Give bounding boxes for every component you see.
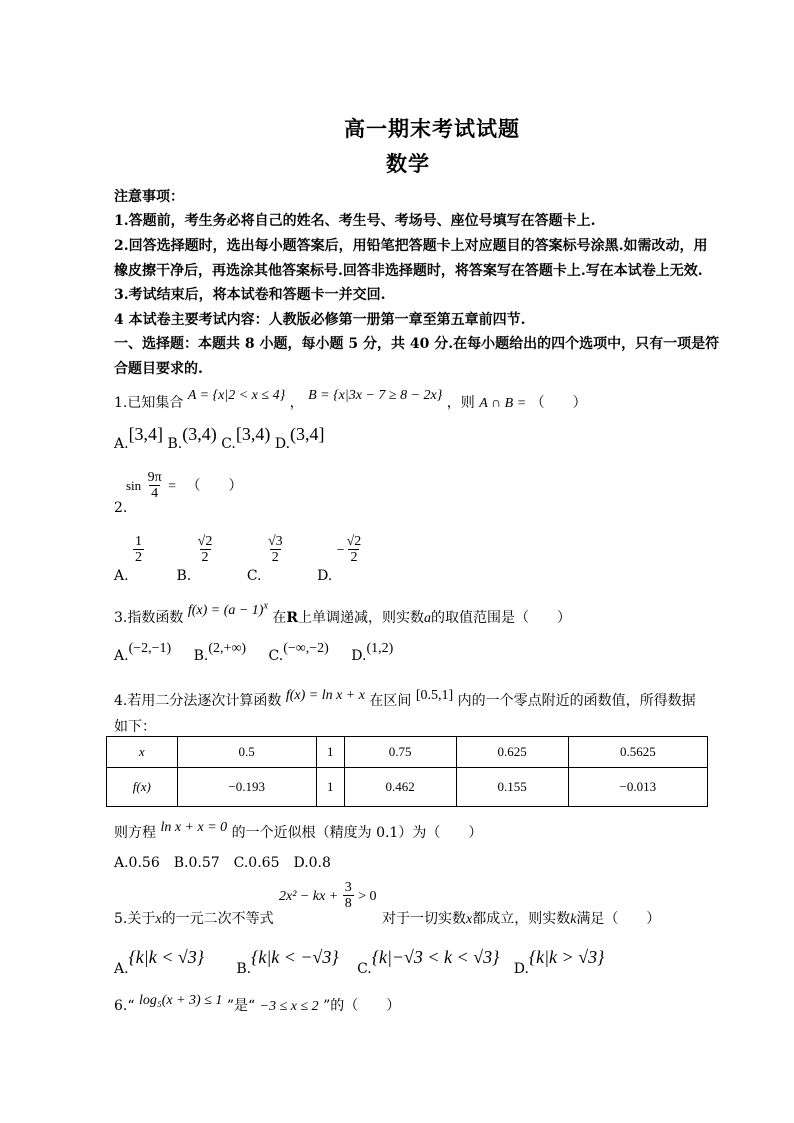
option-a-value: [3,4] xyxy=(128,424,164,444)
option-a-value: {k|k < √3} xyxy=(128,947,204,967)
value-table xyxy=(106,736,708,807)
notice-item: 3.考试结束后，将本试卷和答题卡一并交回. xyxy=(114,287,386,303)
q3-options: A.(−2,−1) B.(2,+∞) C.(−∞,−2) D.(1,2) xyxy=(114,641,394,664)
q3-function: $f(x) = (a - 1)^x$ xyxy=(187,600,268,618)
q2-options: A. $\frac{1}{2}$ B. $\frac{√2}{2}$ C. $\frac{√3}{2}$ D. − $\frac{√2}{2}$ xyxy=(114,534,362,584)
q5-inequality: 2x² − kx + $\frac{3}{8}$ > 0 xyxy=(279,880,377,912)
notice-item: 4 本试卷主要考试内容：人教版必修第一册第一章至第五章前四节. xyxy=(114,312,526,328)
question-6: 6.“ log₅(x + 3) ≤ 1 ”是“ −3 ≤ x ≤ 2 ”的（ ） xyxy=(114,993,401,1014)
option-b-value: (2,+∞) xyxy=(208,641,247,656)
q4-interval: [0.5,1] xyxy=(415,688,454,703)
q1-options: A.[3,4] B.(3,4) C.[3,4) D.(3,4] xyxy=(114,424,325,452)
table-cell: f(x) xyxy=(107,768,178,807)
option-a-value: (−2,−1) xyxy=(128,641,172,656)
notice-item: 1.答题前，考生务必将自己的姓名、考生号、考场号、座位号填写在答题卡上. xyxy=(114,213,596,229)
notice-item: 橡皮擦干净后，再选涂其他答案标号.回答非选择题时，将答案写在答题卡上.写在本试卷上无效. xyxy=(114,263,703,279)
q4-function: f(x) = ln x + x xyxy=(285,688,365,703)
question-5: 5.关于x的一元二次不等式 xyxy=(114,911,274,927)
table-cell: −0.013 xyxy=(568,768,707,807)
question-3: 3.指数函数 $f(x) = (a - 1)^x$ 在R上单调递减，则实数a的取值范围是（ ） xyxy=(114,600,572,626)
option-d-value: {k|k > √3} xyxy=(528,947,605,967)
set-a: A = {x|2 < x ≤ 4} xyxy=(187,388,286,403)
table-cell: 0.462 xyxy=(344,768,456,807)
option-c-value: (−∞,−2) xyxy=(283,641,329,656)
section-heading-cont: 合题目要求的. xyxy=(114,361,203,377)
q4-options: A.0.56 B.0.57 C.0.65 D.0.8 xyxy=(114,855,331,871)
option-d-value: (1,2) xyxy=(366,641,394,656)
table-cell: 0.5625 xyxy=(568,737,707,768)
question-4: 4.若用二分法逐次计算函数 f(x) = ln x + x 在区间 [0.5,1] 内的一个零点附近的函数值，所得数据 xyxy=(114,688,696,709)
option-c-value: [3,4) xyxy=(235,424,271,444)
set-b: B = {x|3x − 7 ≥ 8 − 2x} xyxy=(308,388,443,403)
notice-heading: 注意事项： xyxy=(114,189,184,205)
section-heading: 一、选择题：本题共 8 小题，每小题 5 分，共 40 分.在每小题给出的四个选项中，只有一项是符 xyxy=(114,336,720,352)
q6-condition-2: −3 ≤ x ≤ 2 xyxy=(259,999,319,1014)
question-2-number: 2. xyxy=(114,500,128,516)
q2-fraction: $\frac{9\pi}{4}$ xyxy=(147,470,162,502)
option-d-value: (3,4] xyxy=(290,424,325,444)
notice-item: 2.回答选择题时，选出每小题答案后，用铅笔把答题卡上对应题目的答案标号涂黑.如需改动，用 xyxy=(114,238,708,254)
option-c-value: {k|−√3 < k < √3} xyxy=(371,947,500,967)
question-2: sin $\frac{9\pi}{4}$ = （ ） xyxy=(126,470,243,502)
question-4-ask: 则方程 ln x + x = 0 的一个近似根（精度为 0.1）为（ ） xyxy=(114,820,483,841)
q4-equation: ln x + x = 0 xyxy=(160,820,228,835)
table-cell: −0.193 xyxy=(177,768,316,807)
option-a-value: $\frac{1}{2}$ xyxy=(135,534,143,566)
table-cell: x xyxy=(107,737,178,768)
q5-options: A.{k|k < √3} B.{k|k < −√3} C.{k|−√3 < k < √3} D.{k|k > √3} xyxy=(114,947,605,977)
intersection-expr: A ∩ B = xyxy=(479,396,527,411)
option-b-value: $\frac{√2}{2}$ xyxy=(197,534,213,566)
table-cell: 1 xyxy=(316,737,344,768)
table-row xyxy=(107,737,708,768)
table-row xyxy=(107,768,708,807)
question-5-cont: 对于一切实数x都成立，则实数k满足（ ） xyxy=(382,911,661,927)
q6-condition-1: log₅(x + 3) ≤ 1 xyxy=(138,993,223,1008)
table-cell: 0.5 xyxy=(177,737,316,768)
table-cell: 0.75 xyxy=(344,737,456,768)
option-b-value: (3,4) xyxy=(182,424,217,444)
question-4-cont: 如下： xyxy=(114,719,156,735)
option-b-value: {k|k < −√3} xyxy=(251,947,339,967)
page-title: 高一期末考试试题 xyxy=(344,116,520,141)
option-d-value: $\frac{√2}{2}$ xyxy=(346,534,362,566)
table-cell: 0.155 xyxy=(456,768,568,807)
table-cell: 0.625 xyxy=(456,737,568,768)
option-c-value: $\frac{√3}{2}$ xyxy=(267,534,283,566)
subject-title: 数学 xyxy=(386,151,430,176)
question-1: 1.已知集合 A = {x|2 < x ≤ 4} ， B = {x|3x − 7 ≥ 8 − 2x} ，则 A ∩ B = （ ） xyxy=(114,388,587,411)
table-cell: 1 xyxy=(316,768,344,807)
